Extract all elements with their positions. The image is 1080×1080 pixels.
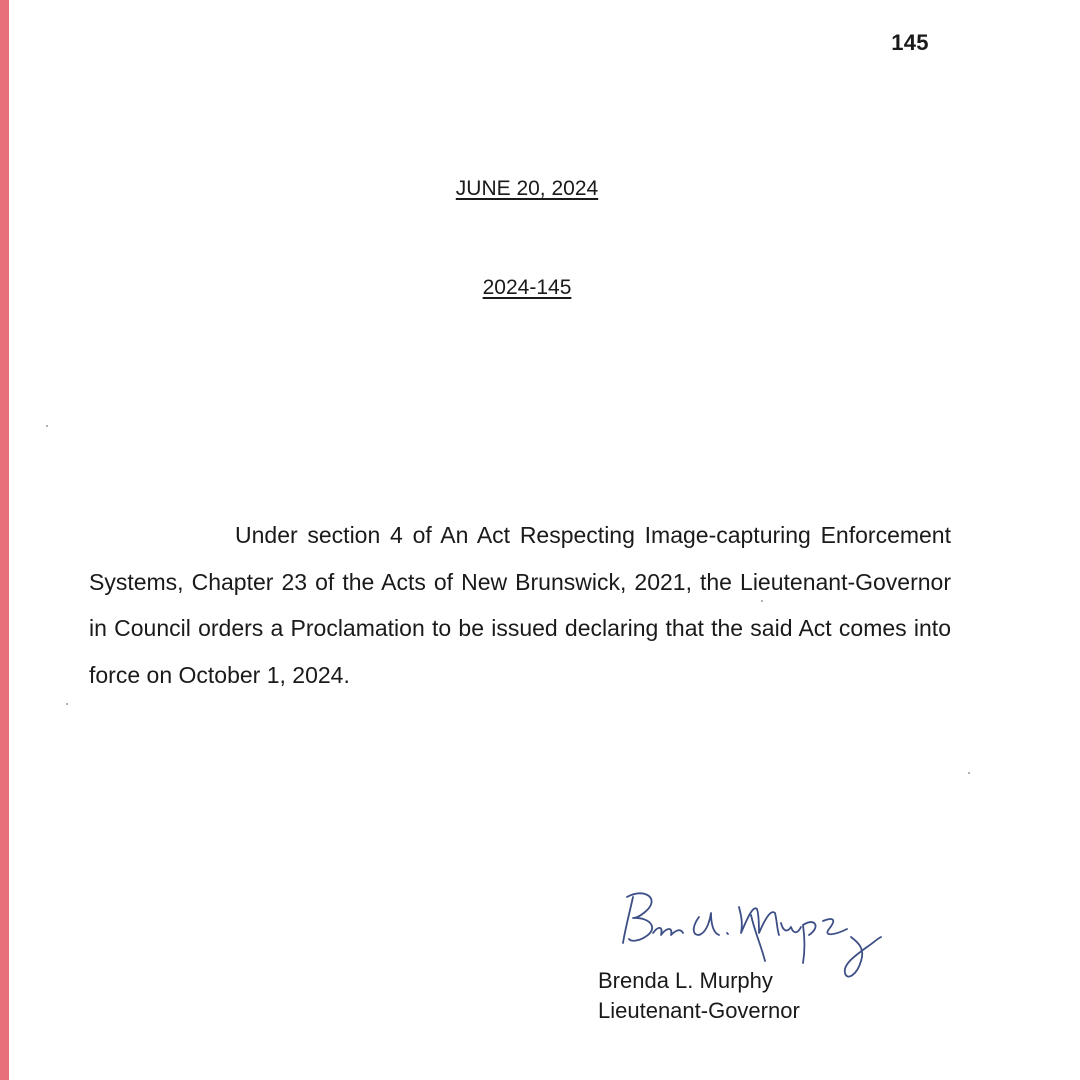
signer-name: Brenda L. Murphy (598, 968, 773, 993)
order-number: 2024-145 (482, 276, 572, 299)
scan-speck (968, 772, 970, 774)
scan-speck (46, 425, 48, 427)
page-number: 145 (891, 30, 929, 55)
signer-title: Lieutenant-Governor (598, 998, 800, 1023)
left-margin-bar (0, 0, 9, 1080)
scan-speck (66, 703, 68, 705)
order-body-text: Under section 4 of An Act Respecting Image-capturing Enforcement Systems, Chapter 23 of the Acts of New Brunswick, 2021, the Lieutenant-Governor in Council orders a Proclamation to be issued declaring that the said Act comes into force on October 1, 2024. (89, 522, 951, 688)
scan-speck (761, 600, 763, 602)
date-heading: JUNE 20, 2024 (455, 177, 599, 200)
